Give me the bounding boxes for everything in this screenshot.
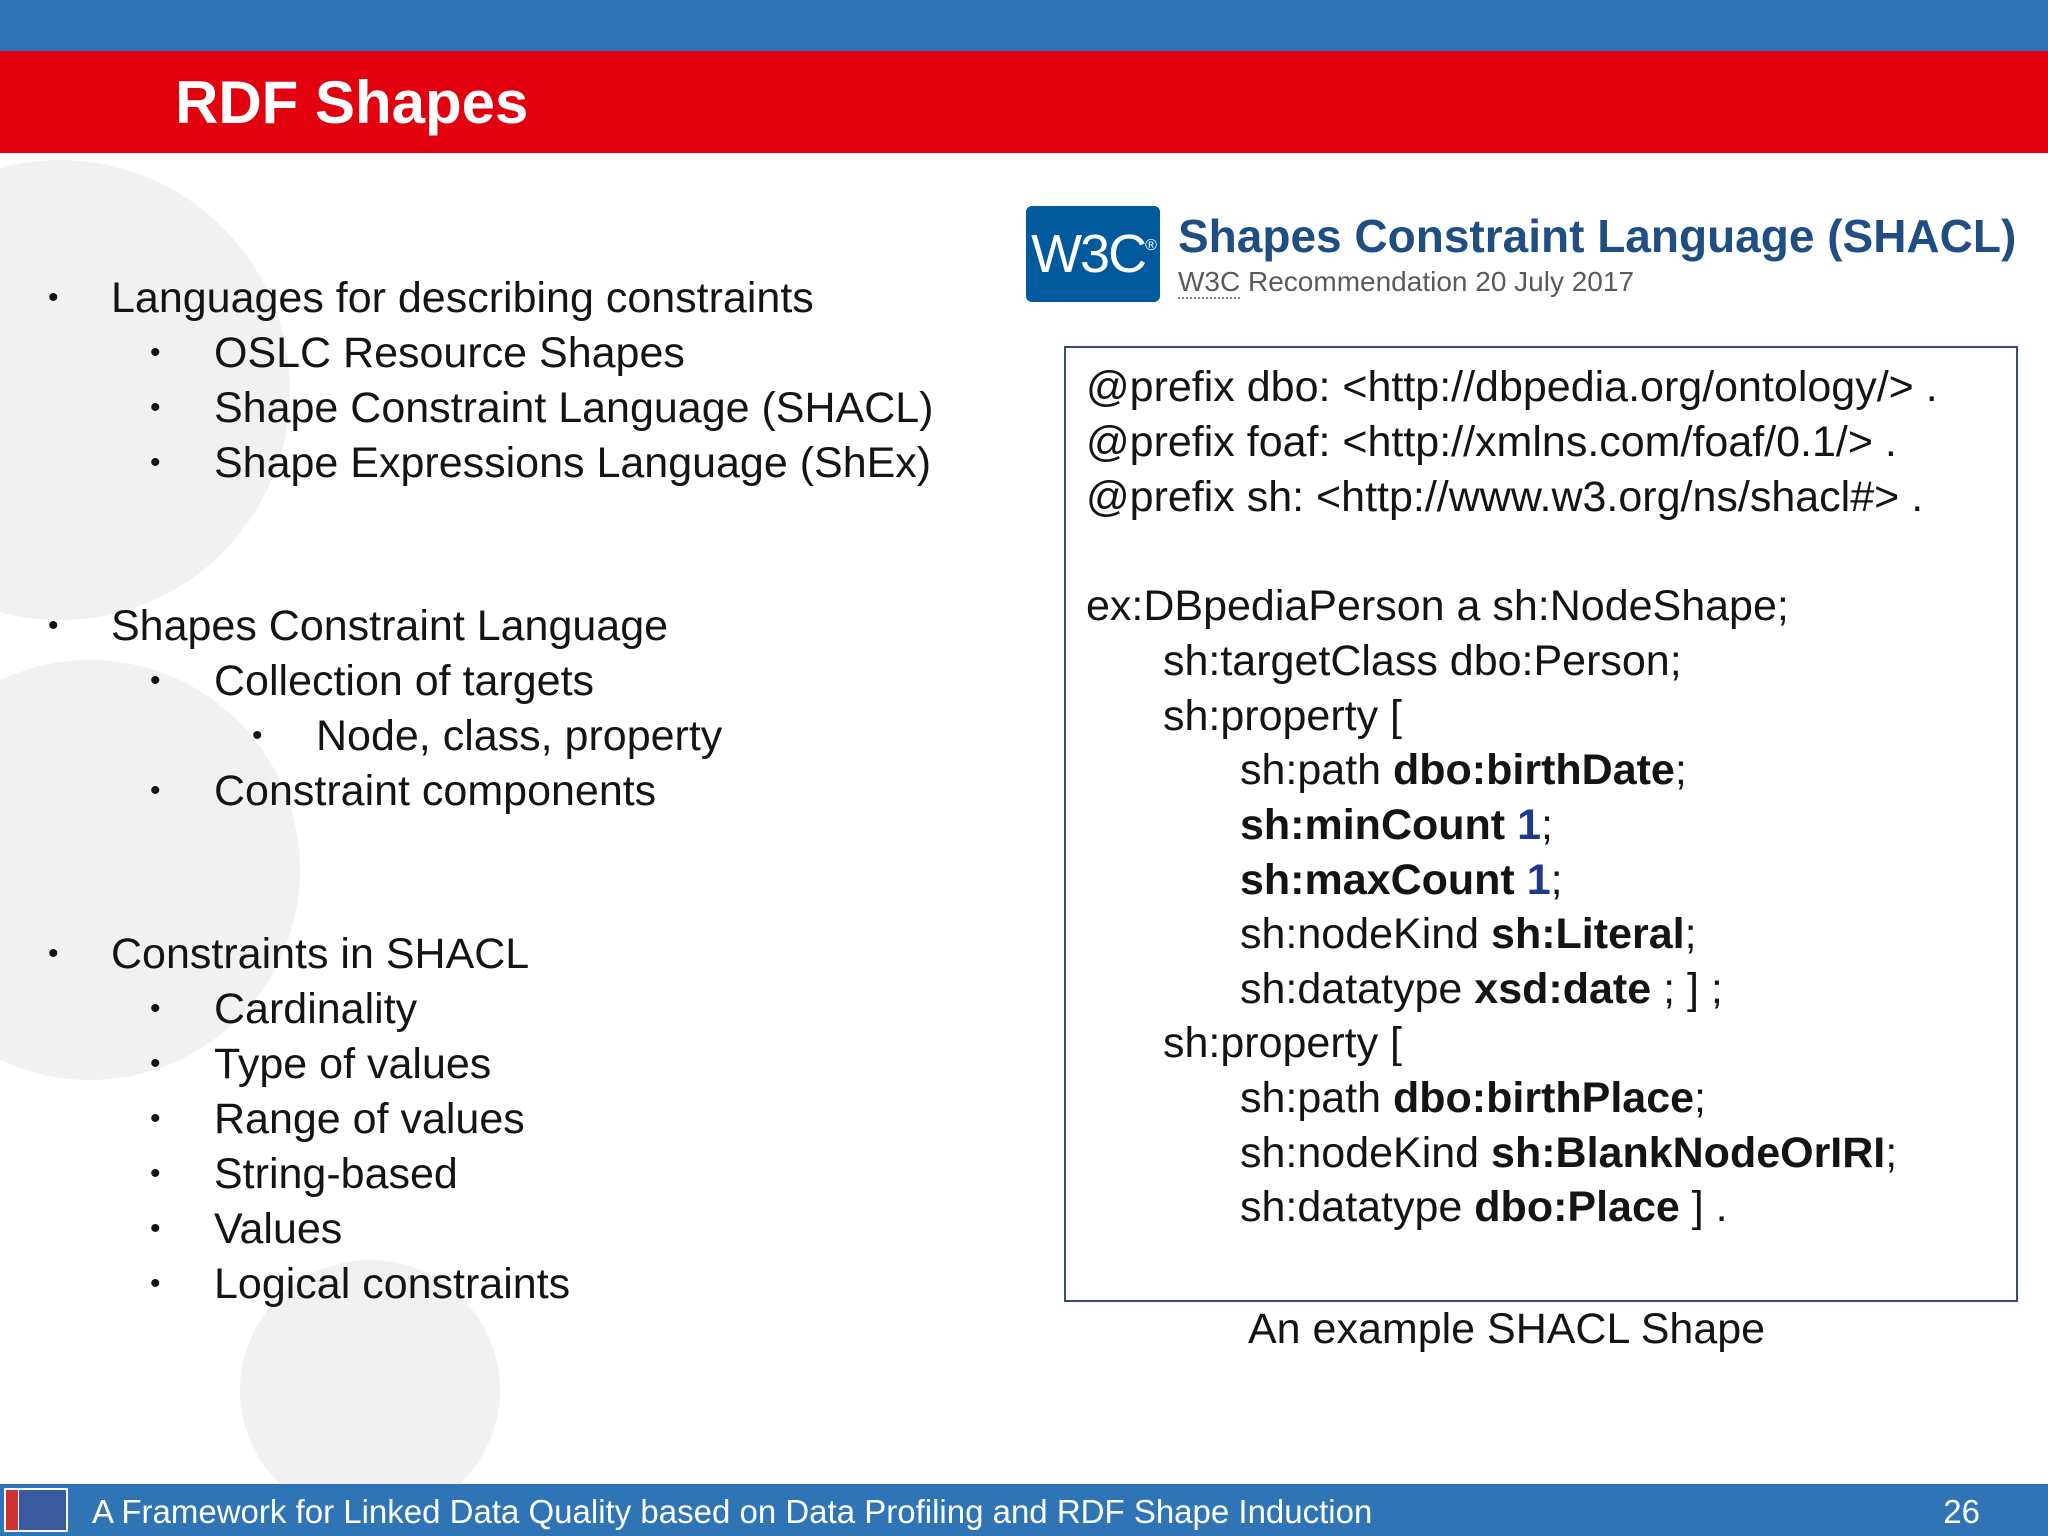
code-bold: dbo:Place — [1474, 1183, 1680, 1231]
bullet-marker: • — [150, 336, 161, 369]
code-text: ; — [1694, 1074, 1706, 1122]
bullet-marker: • — [150, 1102, 161, 1135]
code-bold: dbo:birthDate — [1393, 746, 1675, 794]
code-line — [1240, 1126, 1897, 1180]
research-group-logo-icon — [4, 1488, 68, 1532]
bullet-marker: • — [150, 446, 161, 479]
code-text: ; — [1674, 746, 1687, 794]
bullet-text: Collection of targets — [214, 657, 595, 705]
w3c-recommendation-date: Recommendation 20 July 2017 — [1240, 266, 1635, 297]
code-line: sh:property [ — [1163, 692, 1402, 740]
code-line: ex:DBpediaPerson a sh:NodeShape; — [1086, 582, 1789, 630]
code-text: ; — [1541, 801, 1553, 849]
code-bold: sh:BlankNodeOrIRI — [1491, 1129, 1886, 1177]
code-text: sh:path — [1240, 1074, 1393, 1122]
w3c-logo-text: W3C — [1031, 224, 1146, 284]
bullet-marker: • — [48, 937, 59, 970]
bullet-text: Range of values — [214, 1095, 525, 1143]
footer-bar — [0, 1484, 2048, 1536]
bullet-text: Shape Constraint Language (SHACL) — [214, 384, 934, 432]
bullet-text: OSLC Resource Shapes — [214, 329, 685, 377]
code-text: ; ] ; — [1651, 965, 1723, 1013]
bullet-text: Shapes Constraint Language — [111, 602, 669, 650]
bullet-marker: • — [48, 281, 59, 314]
footer-title: A Framework for Linked Data Quality based on Data Profiling and RDF Shape Induction — [92, 1493, 1373, 1530]
code-line: sh:targetClass dbo:Person; — [1163, 637, 1682, 685]
code-line — [1240, 1071, 1706, 1125]
code-bold: dbo:birthPlace — [1393, 1074, 1695, 1122]
code-number: 1 — [1526, 856, 1551, 904]
bullet-text: Values — [214, 1205, 343, 1253]
page-number: 26 — [1943, 1493, 1980, 1530]
code-text: sh:nodeKind — [1240, 910, 1492, 958]
bullet-text: Type of values — [214, 1040, 492, 1088]
bullet-marker: • — [150, 1047, 161, 1080]
bullet-marker: • — [150, 992, 161, 1025]
bullet-text: Languages for describing constraints — [111, 274, 814, 322]
bullet-text: String-based — [214, 1150, 458, 1198]
w3c-logo-mark: ® — [1145, 237, 1155, 254]
bullet-marker: • — [252, 719, 263, 752]
code-line — [1240, 798, 1553, 852]
code-text: ] . — [1679, 1183, 1728, 1231]
bullet-text: Node, class, property — [316, 712, 723, 760]
code-bold: xsd:date — [1474, 965, 1652, 1013]
code-text: sh:path — [1240, 746, 1393, 794]
code-line — [1240, 907, 1697, 961]
bullet-text: Constraints in SHACL — [111, 930, 530, 978]
w3c-spec-title: Shapes Constraint Language (SHACL) — [1178, 210, 2017, 262]
code-line: @prefix foaf: <http://xmlns.com/foaf/0.1/> . — [1086, 418, 1897, 466]
bullet-marker: • — [48, 609, 59, 642]
code-line: @prefix sh: <http://www.w3.org/ns/shacl#> . — [1086, 473, 1924, 521]
code-bold: sh:minCount — [1240, 801, 1518, 849]
code-text: sh:datatype — [1240, 965, 1475, 1013]
code-line — [1240, 962, 1723, 1016]
slide-title: RDF Shapes — [175, 69, 529, 136]
shacl-example-box — [1064, 346, 2018, 1302]
code-bold: sh:Literal — [1491, 910, 1685, 958]
code-text: sh:nodeKind — [1240, 1129, 1492, 1177]
code-line — [1240, 743, 1687, 797]
code-text: ; — [1550, 856, 1563, 904]
bullet-marker: • — [150, 1157, 161, 1190]
bullet-marker: • — [150, 1267, 161, 1300]
code-line — [1240, 853, 1563, 907]
code-line: sh:property [ — [1163, 1019, 1402, 1067]
code-bold: sh:maxCount — [1240, 856, 1527, 904]
code-line: @prefix dbo: <http://dbpedia.org/ontology/> . — [1086, 363, 1938, 411]
bullet-marker: • — [150, 391, 161, 424]
bullet-marker: • — [150, 664, 161, 697]
code-line — [1240, 1180, 1728, 1234]
code-text: sh:datatype — [1240, 1183, 1475, 1231]
bullet-text: Logical constraints — [214, 1260, 571, 1308]
w3c-org: W3C — [1178, 266, 1241, 297]
code-text: ; — [1684, 910, 1697, 958]
w3c-spec-subtitle — [1178, 262, 1634, 302]
example-caption: An example SHACL Shape — [1248, 1305, 1766, 1353]
bullet-marker: • — [150, 1212, 161, 1245]
bullet-text: Constraint components — [214, 767, 657, 815]
code-text: ; — [1885, 1129, 1898, 1177]
w3c-logo — [1026, 206, 1160, 302]
bullet-marker: • — [150, 774, 161, 807]
bullet-text: Shape Expressions Language (ShEx) — [214, 439, 932, 487]
code-number: 1 — [1517, 801, 1541, 849]
top-accent-bar — [0, 0, 2048, 51]
bullet-text: Cardinality — [214, 985, 418, 1033]
